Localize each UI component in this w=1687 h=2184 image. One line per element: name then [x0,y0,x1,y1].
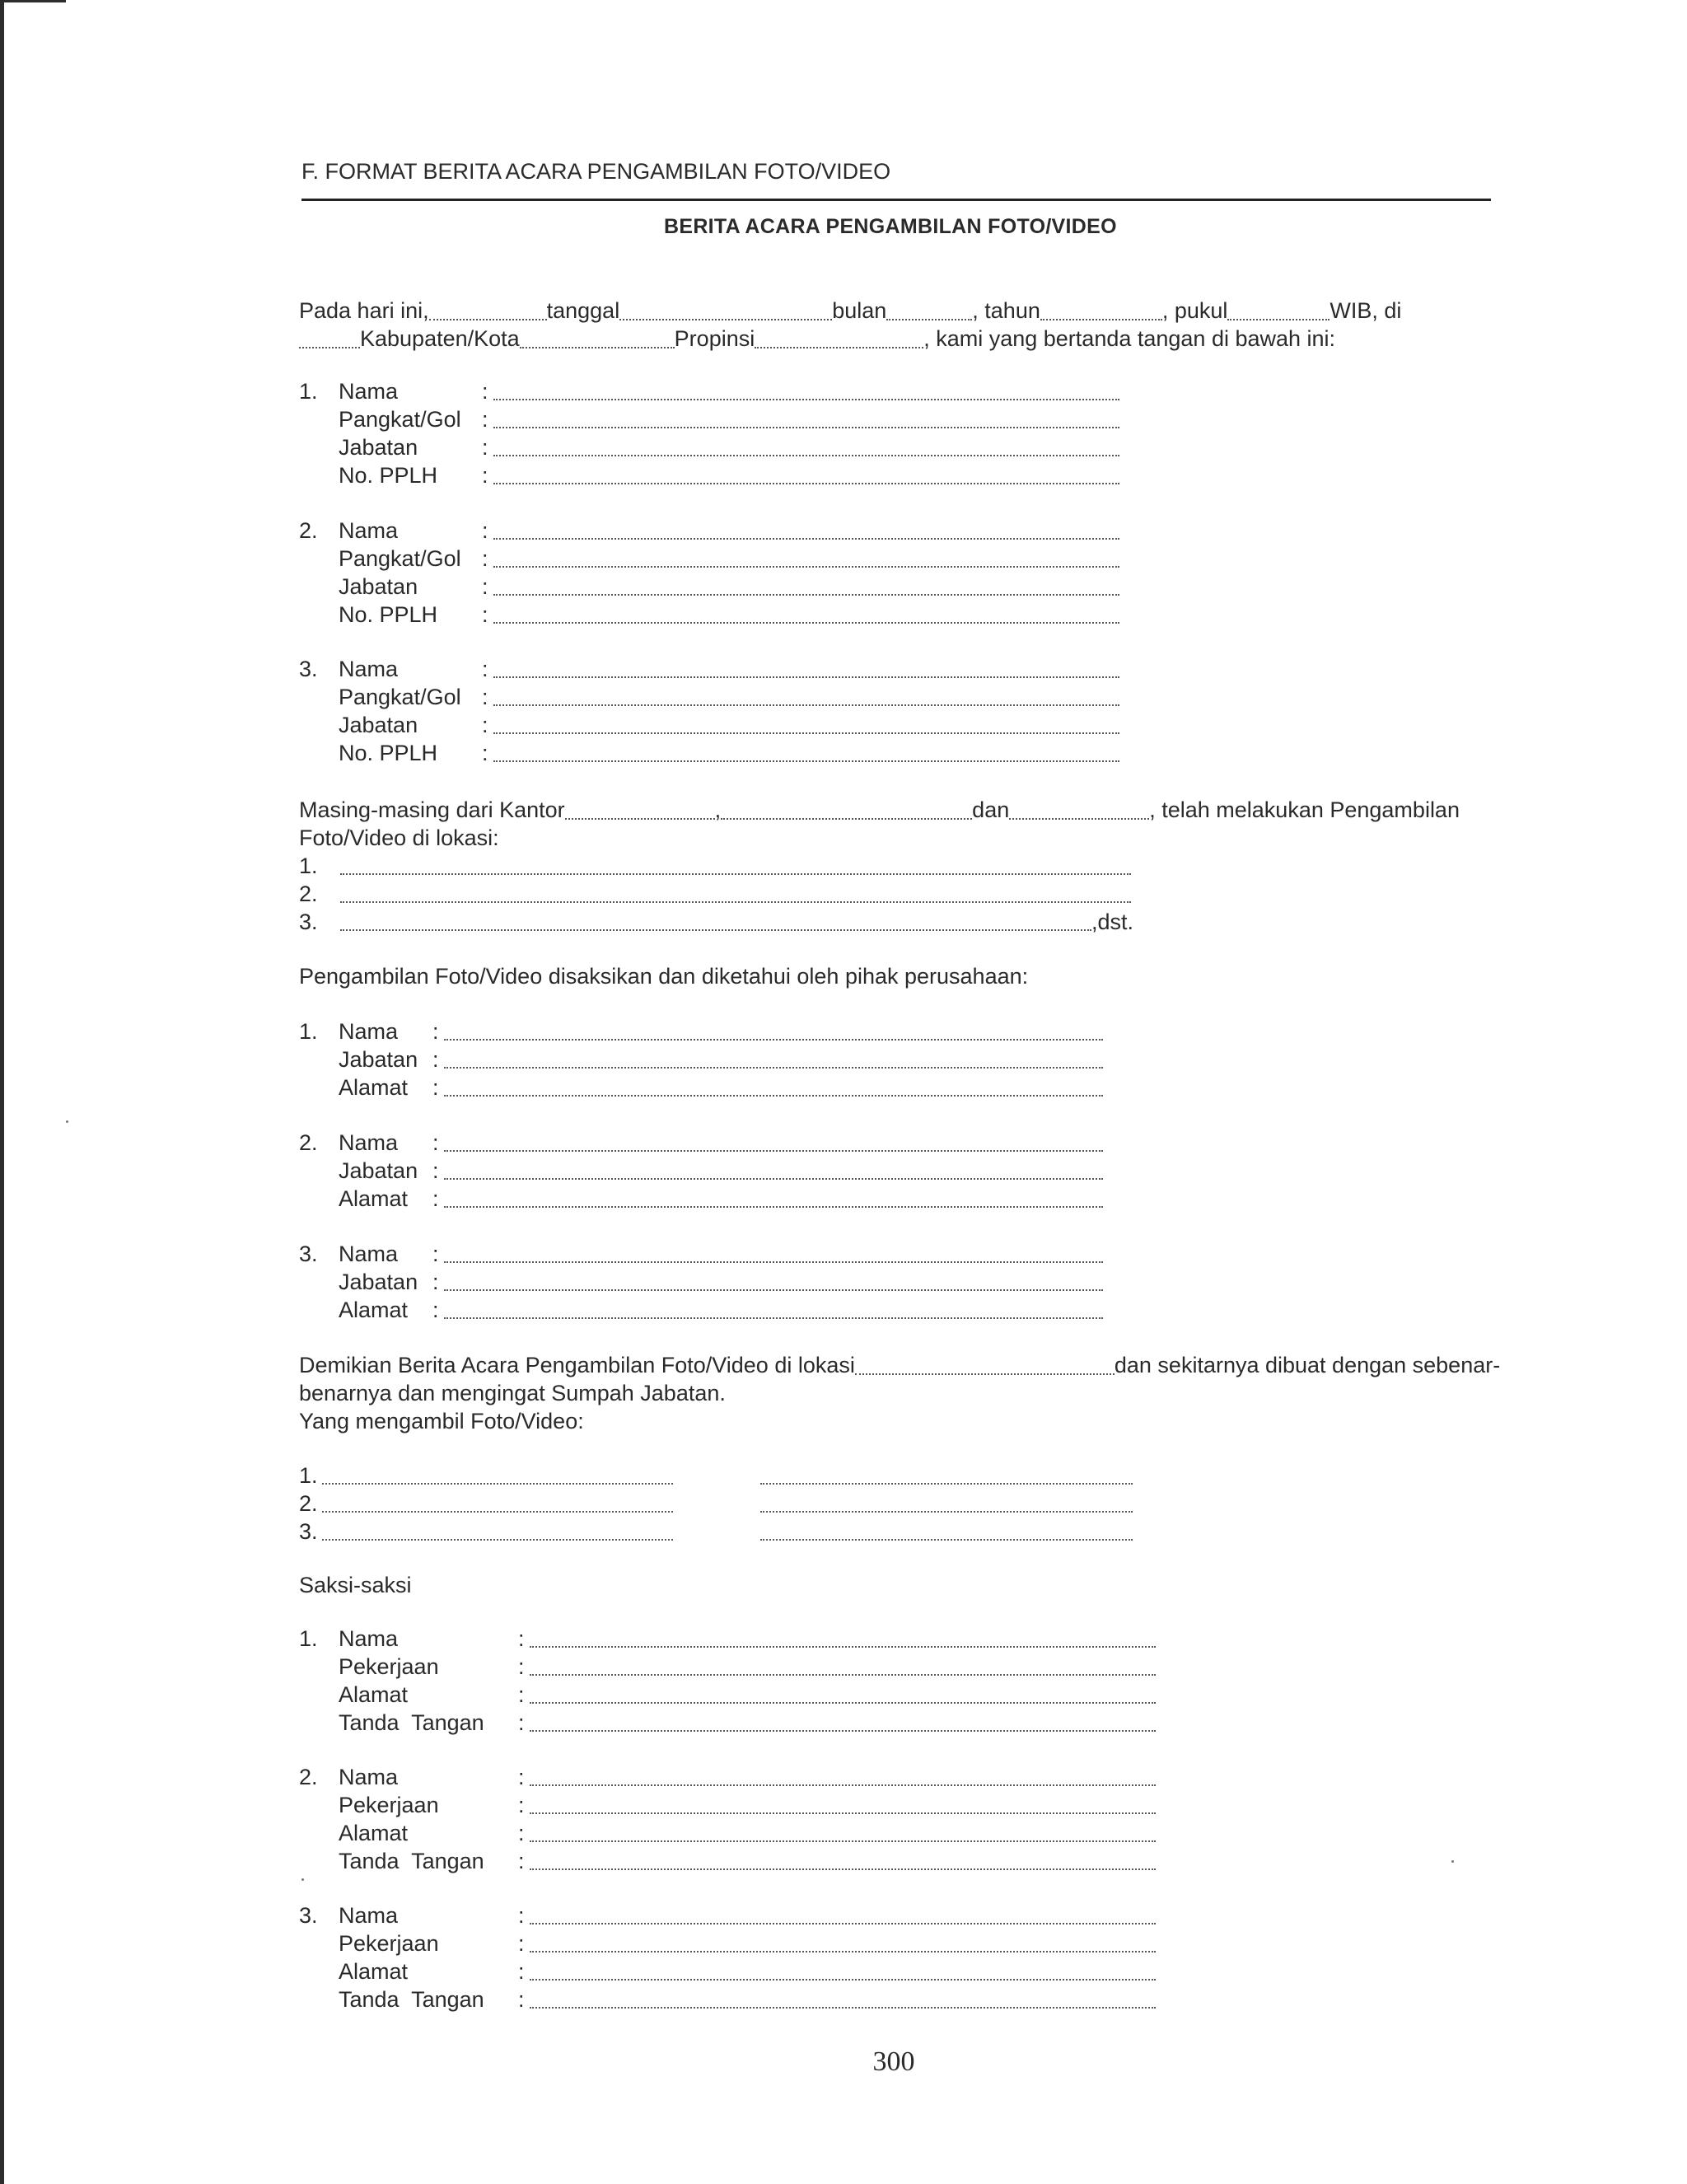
witness-name-field[interactable] [530,1625,1156,1653]
witness-intro: Pengambilan Foto/Video disaksikan dan diketahui oleh pihak perusahaan: [299,964,1029,989]
colon: : [518,1710,525,1735]
officer-name-field[interactable] [493,655,1119,683]
section-heading: F. FORMAT BERITA ACARA PENGAMBILAN FOTO/VIDEO [301,159,891,184]
officer-number: 3. [299,657,318,681]
officer-name-field[interactable] [493,517,1119,545]
intro-wib-di: WIB, di [1330,298,1402,323]
location-number: 2. [299,882,318,906]
location-intro: Foto/Video di lokasi: [299,825,499,850]
taker-1-signature-field[interactable] [760,1461,1133,1490]
officer-position-label: Jabatan [339,713,418,737]
officer-number: 1. [299,379,318,404]
time-field[interactable] [1227,297,1330,325]
company-name-label: Nama [339,1242,399,1266]
office-outro-text: , telah melakukan Pengambilan [1149,797,1460,822]
company-number: 1. [299,1019,318,1044]
taker-1-name-field[interactable] [322,1461,673,1490]
colon: : [482,463,488,488]
witness-name-field[interactable] [530,1763,1156,1791]
officer-number: 2. [299,518,318,543]
witness-signature-label: Tanda Tangan [339,1710,484,1735]
taker-3-signature-field[interactable] [760,1518,1133,1546]
taker-number: 2. [299,1491,318,1516]
intro-bulan: bulan [832,298,887,323]
officer-name-field[interactable] [493,377,1119,405]
company-position-label: Jabatan [339,1047,418,1072]
colon: : [518,1654,525,1679]
intro-pukul: , pukul [1161,298,1228,323]
colon: : [432,1075,439,1100]
intro-pada-hari-ini: Pada hari ini, [299,298,429,323]
officer-group-1 [299,377,1119,489]
company-name-label: Nama [339,1019,399,1044]
office-intro-text: Masing-masing dari Kantor [299,797,565,822]
company-position-field[interactable] [444,1268,1103,1296]
intro-line-1 [299,297,1401,325]
company-name-field[interactable] [444,1017,1103,1045]
witness-number: 3. [299,1903,318,1928]
regency-field[interactable] [520,325,675,353]
taker-number: 1. [299,1463,318,1488]
colon: : [482,741,488,765]
officer-group-3 [299,655,1119,767]
colon: : [482,574,488,599]
witness-signature-field[interactable] [530,1709,1156,1737]
officer-rank-label: Pangkat/Gol [339,407,461,432]
colon: : [482,602,488,627]
taker-heading: Yang mengambil Foto/Video: [299,1409,584,1433]
witness-address-label: Alamat [339,1821,409,1845]
witness-occupation-field[interactable] [530,1653,1156,1681]
witness-name-label: Nama [339,1765,399,1789]
colon: : [482,407,488,432]
month-field[interactable] [886,297,972,325]
witness-number: 2. [299,1765,318,1789]
company-position-label: Jabatan [339,1158,418,1183]
officer-rank-field[interactable] [493,545,1119,573]
intro-kami: , kami yang bertanda tangan di bawah ini: [923,326,1336,351]
witness-occupation-label: Pekerjaan [339,1654,439,1679]
witness-signature-field[interactable] [530,1985,1156,2013]
officer-rank-field[interactable] [493,683,1119,711]
colon: : [432,1242,439,1266]
company-group-2 [299,1129,1103,1213]
colon: : [518,1821,525,1845]
witness-occupation-label: Pekerjaan [339,1793,439,1817]
office-line [299,796,1460,824]
officer-group-2 [299,517,1119,629]
page-number: 300 [872,2046,915,2077]
location-2-field[interactable] [340,880,1131,908]
scan-speck [301,1878,304,1881]
location-number: 3. [299,910,318,934]
colon: : [518,1931,525,1956]
company-number: 2. [299,1130,318,1155]
colon: : [518,1849,525,1873]
colon: : [432,1019,439,1044]
officer-pplh-field[interactable] [493,601,1119,629]
officer-name-label: Nama [339,518,399,543]
officer-name-label: Nama [339,379,399,404]
intro-kabupaten: Kabupaten/Kota [360,326,520,351]
officer-pplh-label: No. PPLH [339,741,438,765]
location-field[interactable] [299,325,360,353]
colon: : [518,1987,525,2012]
witness-address-field[interactable] [530,1957,1156,1985]
officer-position-field[interactable] [493,573,1119,601]
witness-address-label: Alamat [339,1959,409,1984]
colon: : [432,1270,439,1294]
witness-address-field[interactable] [530,1681,1156,1709]
closing-location-field[interactable] [855,1351,1115,1379]
witness-number: 1. [299,1626,318,1651]
and-text: dan [972,797,1010,822]
office-3-field[interactable] [1009,796,1149,824]
officer-position-label: Jabatan [339,574,418,599]
heading-rule [301,199,1491,201]
officer-rank-field[interactable] [493,405,1119,433]
colon: : [432,1158,439,1183]
colon: : [482,657,488,681]
closing-line-1 [299,1351,1500,1379]
officer-rank-label: Pangkat/Gol [339,685,461,709]
witness-group-2 [299,1763,1156,1875]
colon: : [432,1130,439,1155]
taker-list [299,1461,1133,1546]
company-name-label: Nama [339,1130,399,1155]
intro-line-2 [299,325,1335,353]
location-list [299,852,1133,936]
taker-2-signature-field[interactable] [760,1490,1133,1518]
officer-pplh-label: No. PPLH [339,602,438,627]
etc-text: ,dst. [1091,910,1134,934]
witness-signature-label: Tanda Tangan [339,1987,484,2012]
colon: : [518,1765,525,1789]
colon: : [482,713,488,737]
intro-tahun: , tahun [972,298,1040,323]
colon: : [518,1682,525,1707]
witness-group-1 [299,1625,1156,1737]
colon: : [482,546,488,571]
officer-pplh-label: No. PPLH [339,463,438,488]
company-address-field[interactable] [444,1296,1103,1324]
closing-line-2: benarnya dan mengingat Sumpah Jabatan. [299,1381,726,1405]
company-group-1 [299,1017,1103,1101]
year-field[interactable] [1040,297,1162,325]
colon: : [518,1793,525,1817]
witness-occupation-field[interactable] [530,1929,1156,1957]
colon: : [432,1298,439,1322]
witness-address-field[interactable] [530,1819,1156,1847]
witness-group-3 [299,1901,1156,2013]
witness-signature-label: Tanda Tangan [339,1849,484,1873]
officer-name-label: Nama [339,657,399,681]
witness-address-label: Alamat [339,1682,409,1707]
form-title: BERITA ACARA PENGAMBILAN FOTO/VIDEO [664,215,1117,238]
company-position-label: Jabatan [339,1270,418,1294]
location-1-field[interactable] [340,852,1131,880]
company-position-field[interactable] [444,1045,1103,1073]
colon: : [518,1626,525,1651]
intro-tanggal: tanggal [546,298,620,323]
company-address-field[interactable] [444,1073,1103,1101]
intro-propinsi: Propinsi [674,326,755,351]
colon: : [482,518,488,543]
colon: : [518,1903,525,1928]
officer-position-field[interactable] [493,433,1119,461]
witness-name-field[interactable] [530,1901,1156,1929]
colon: : [482,685,488,709]
office-1-field[interactable] [565,796,715,824]
comma-text: , [714,797,722,822]
date-field[interactable] [619,297,832,325]
colon: : [432,1047,439,1072]
colon: : [518,1959,525,1984]
company-address-field[interactable] [444,1185,1103,1213]
company-address-label: Alamat [339,1298,409,1322]
taker-2-name-field[interactable] [322,1490,673,1518]
witnesses-heading: Saksi-saksi [299,1573,412,1597]
scan-speck [1451,1860,1454,1863]
officer-rank-label: Pangkat/Gol [339,546,461,571]
closing-text-end: dan sekitarnya dibuat dengan sebenar- [1114,1353,1501,1377]
scan-speck [66,1120,68,1123]
taker-number: 3. [299,1519,318,1544]
company-address-label: Alamat [339,1186,409,1211]
colon: : [482,379,488,404]
officer-position-field[interactable] [493,711,1119,739]
witness-signature-field[interactable] [530,1847,1156,1875]
officer-pplh-field[interactable] [493,461,1119,489]
colon: : [432,1186,439,1211]
day-field[interactable] [429,297,547,325]
witness-name-label: Nama [339,1626,399,1651]
witness-occupation-field[interactable] [530,1791,1156,1819]
location-3-field[interactable] [340,908,1091,936]
witness-name-label: Nama [339,1903,399,1928]
colon: : [482,435,488,460]
company-name-field[interactable] [444,1129,1103,1157]
taker-3-name-field[interactable] [322,1518,673,1546]
company-position-field[interactable] [444,1157,1103,1185]
company-name-field[interactable] [444,1240,1103,1268]
witness-occupation-label: Pekerjaan [339,1931,439,1956]
company-group-3 [299,1240,1103,1324]
officer-position-label: Jabatan [339,435,418,460]
office-2-field[interactable] [721,796,972,824]
closing-text-start: Demikian Berita Acara Pengambilan Foto/Video di lokasi [299,1353,855,1377]
province-field[interactable] [755,325,923,353]
location-number: 1. [299,853,318,878]
officer-pplh-field[interactable] [493,739,1119,767]
company-address-label: Alamat [339,1075,409,1100]
company-number: 3. [299,1242,318,1266]
